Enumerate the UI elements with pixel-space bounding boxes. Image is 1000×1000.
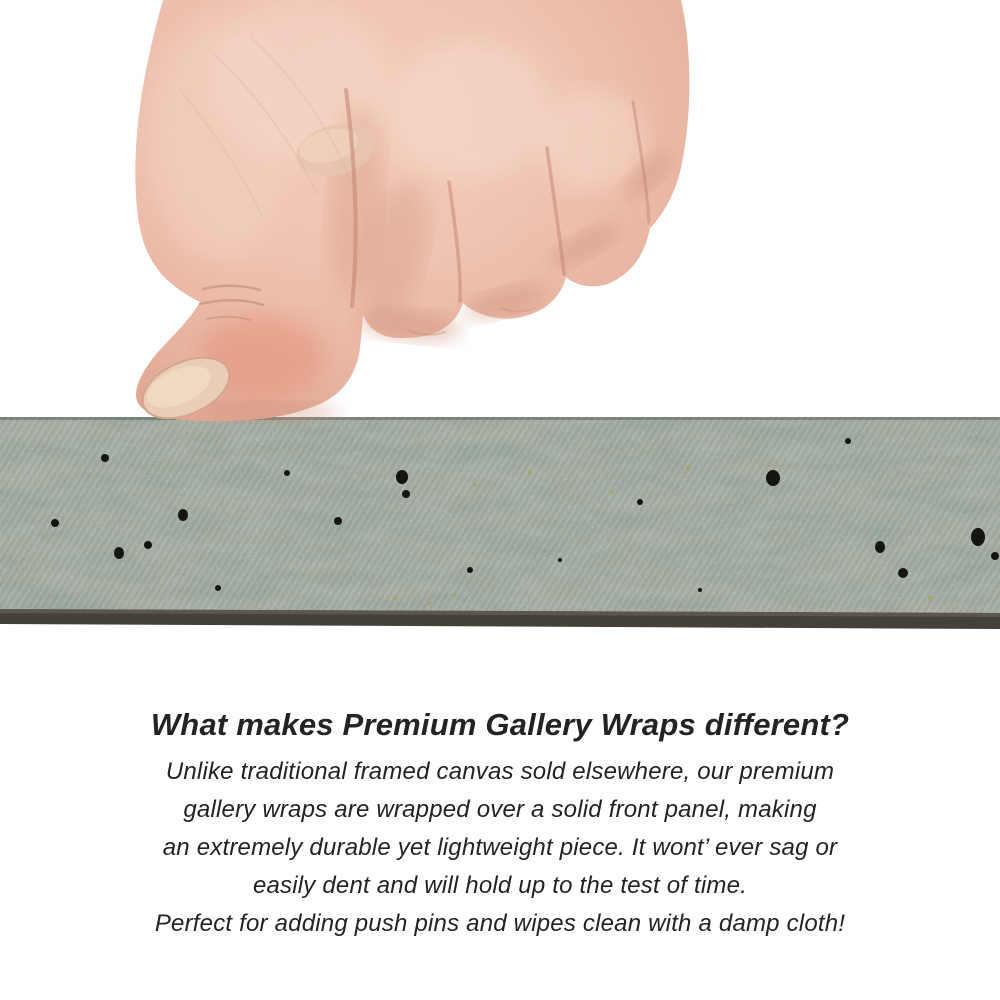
description-line-1: Unlike traditional framed canvas sold elsewhere, our premium <box>165 758 835 785</box>
description-block <box>0 704 1000 943</box>
canvas-top-edge <box>0 417 1000 420</box>
description-line-4: easily dent and will hold up to the test of time. <box>252 872 748 899</box>
description-line-5: Perfect for adding push pins and wipes clean with a damp cloth! <box>154 910 846 937</box>
description-line-3: an extremely durable yet lightweight piece. It wont’ ever sag or <box>162 834 838 861</box>
canvas-strip-photo <box>0 417 1000 629</box>
hand-photo <box>133 0 689 430</box>
description-title: What makes Premium Gallery Wraps different? <box>150 707 850 742</box>
description-line-2: gallery wraps are wrapped over a solid front panel, making <box>183 796 817 823</box>
